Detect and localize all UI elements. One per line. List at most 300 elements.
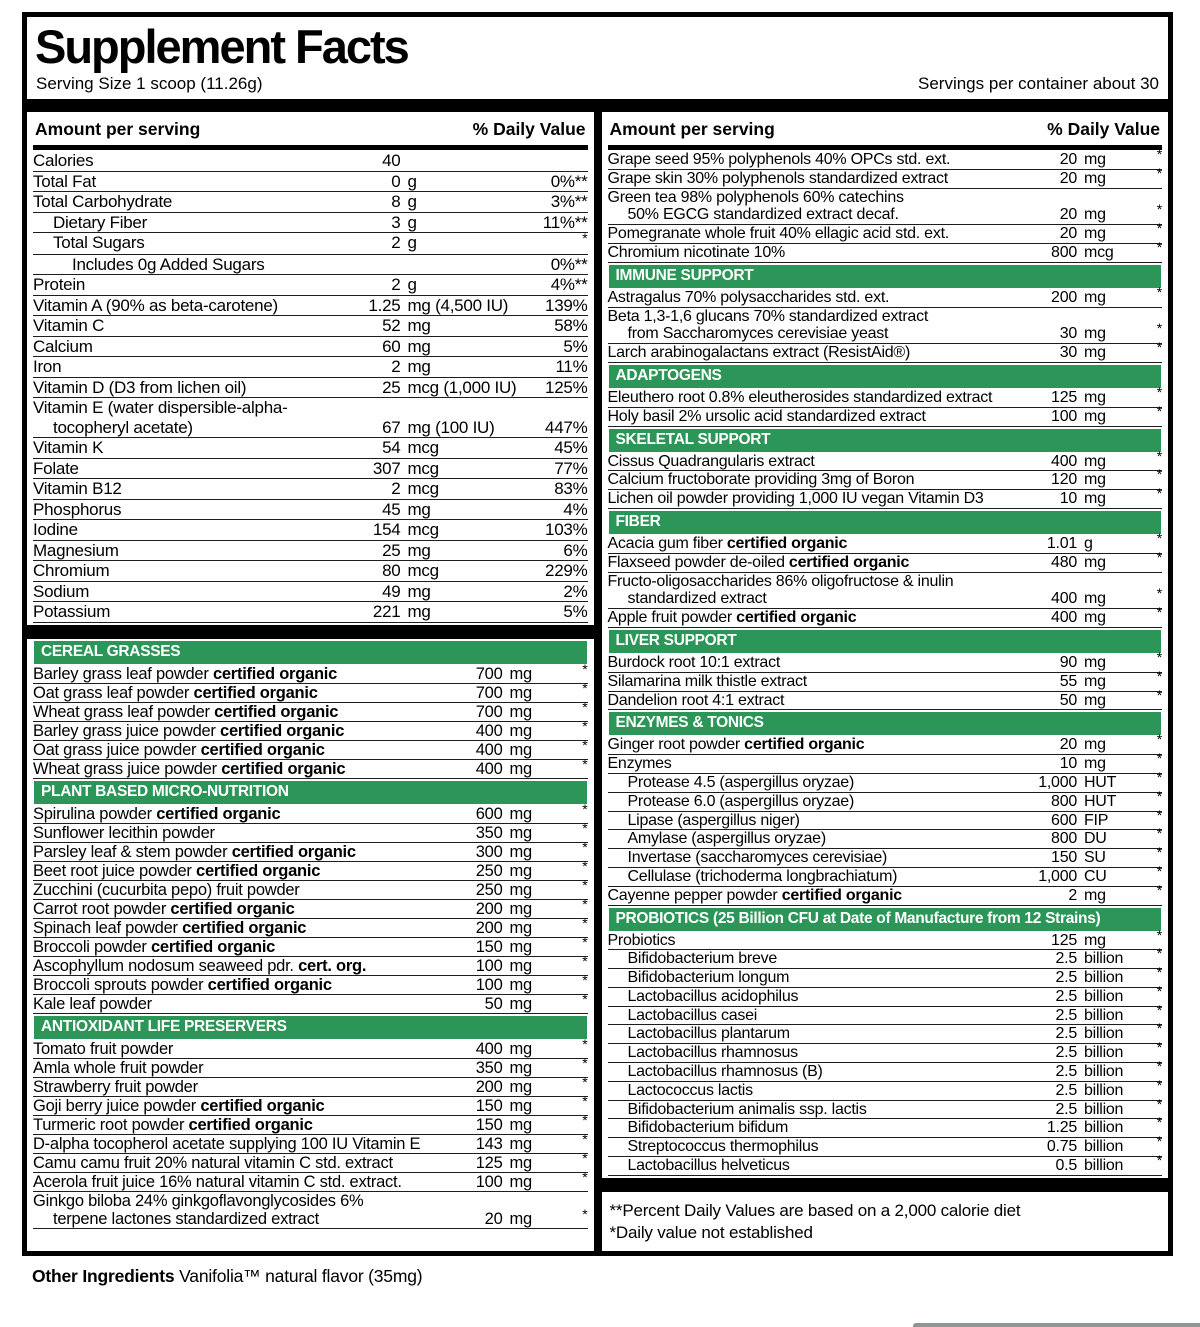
ingredient-row	[607, 686, 1163, 711]
ingredient-row	[607, 648, 1163, 673]
ingredient-row	[33, 500, 588, 521]
ingredient-name: Bifidobacterium bifidum	[627, 1119, 789, 1137]
amount-unit: mg	[509, 664, 532, 683]
ingredient-row	[608, 1020, 1163, 1044]
ingredient-name: Includes 0g Added Sugars	[72, 254, 265, 274]
amount-value: 400	[475, 721, 503, 740]
amount-unit: mg	[1084, 225, 1106, 243]
amount-unit: mg	[1084, 388, 1106, 406]
ingredient-name: 50% EGCG standardized extract decaf.	[627, 206, 899, 224]
ingredient-row	[33, 660, 588, 684]
ingredient-name: Protease 4.5 (aspergillus oryzae)	[627, 773, 855, 791]
ingredient-name: Strawberry fruit powder	[33, 1077, 198, 1096]
amount-value: 0	[391, 171, 401, 191]
daily-value: *	[1156, 964, 1162, 981]
ingredient-name: Lipase (aspergillus niger)	[627, 811, 800, 829]
ingredient-row	[33, 1035, 588, 1059]
daily-value: *	[1156, 1039, 1162, 1056]
ingredient-name: Ginkgo biloba 24% ginkgoflavonglycosides 6%	[33, 1191, 364, 1210]
ingredient-name: from Saccharomyces cerevisiae yeast	[627, 325, 889, 343]
bottom-edge-artifact	[913, 1323, 1200, 1327]
ingredient-row	[33, 172, 588, 193]
ingredient-row	[607, 339, 1163, 363]
amount-unit: mg	[509, 861, 532, 880]
daily-value: *	[582, 933, 588, 950]
section-header: ENZYMES & TONICS	[609, 712, 1162, 735]
amount-unit: mg	[1084, 471, 1106, 489]
ingredient-name: Apple fruit powder certified organic	[607, 609, 857, 627]
supplement-facts-panel	[22, 12, 1173, 1256]
amount-value: 200	[475, 1077, 503, 1096]
daily-value: *	[582, 1149, 588, 1166]
ingredient-name: Calories	[33, 151, 94, 170]
section-header: ANTIOXIDANT LIFE PRESERVERS	[34, 1016, 587, 1039]
amount-unit: mg	[509, 842, 532, 861]
amount-unit: mg	[1084, 931, 1106, 949]
amount-unit: billion	[1084, 1081, 1124, 1099]
section-header: LIVER SUPPORT	[609, 630, 1162, 653]
ingredient-name: Turmeric root powder certified organic	[33, 1115, 313, 1134]
amount-unit: mg	[509, 937, 532, 956]
daily-value: *	[1156, 447, 1162, 464]
ingredient-name: Lactobacillus rhamnosus	[627, 1044, 798, 1062]
ingredient-row	[608, 787, 1163, 812]
serving-size: Serving Size 1 scoop (11.26g)	[36, 74, 263, 93]
amount-value: 2	[391, 275, 401, 294]
daily-value: *	[582, 1073, 588, 1090]
ingredient-name: Dietary Fiber	[53, 212, 148, 232]
ingredient-name: Spinach leaf powder certified organic	[33, 918, 307, 937]
amount-unit: billion	[1084, 1025, 1124, 1043]
amount-value: 143	[475, 1134, 503, 1153]
daily-value: *	[1156, 945, 1162, 962]
amount-value: 100	[1051, 407, 1077, 425]
ingredient-row	[607, 164, 1163, 189]
ingredient-row	[608, 982, 1163, 1007]
daily-value: 5%	[563, 336, 588, 356]
amount-unit: g	[1084, 534, 1093, 552]
amount-value: 250	[475, 861, 503, 880]
column-amount-header: Amount per serving	[35, 119, 201, 139]
ingredient-row	[608, 189, 1163, 226]
ingredient-name: Protease 6.0 (aspergillus oryzae)	[627, 792, 855, 810]
amount-unit: mg	[1084, 609, 1106, 627]
ingredient-name: Chromium	[33, 561, 110, 580]
ingredient-name: Acacia gum fiber certified organic	[607, 534, 848, 552]
daily-value: *	[1156, 825, 1162, 842]
amount-value: 120	[1051, 471, 1077, 489]
ingredient-name: Iron	[33, 357, 62, 376]
amount-unit: g	[407, 233, 417, 252]
daily-value: *	[1156, 1152, 1162, 1169]
amount-value: 200	[475, 918, 503, 937]
daily-value: *	[582, 1130, 588, 1147]
daily-value: 3%**	[550, 192, 588, 211]
amount-unit: mg	[1084, 169, 1106, 187]
amount-value: 2.5	[1055, 950, 1077, 968]
ingredient-name: Vitamin E (water dispersible-alpha-	[33, 398, 288, 417]
amount-unit: billion	[1084, 969, 1124, 987]
daily-value: 2%	[563, 581, 588, 601]
daily-value: *	[1156, 201, 1162, 218]
ingredient-row	[608, 1114, 1163, 1138]
ingredient-row	[608, 1039, 1163, 1063]
amount-unit: mg	[407, 602, 431, 621]
amount-unit: mcg	[407, 438, 439, 457]
amount-value: 1.25	[368, 295, 401, 315]
amount-unit: mg	[407, 499, 431, 519]
daily-value: *	[1156, 1001, 1162, 1018]
ingredient-row	[608, 825, 1163, 849]
amount-value: 80	[382, 561, 401, 580]
amount-value: 30	[1059, 344, 1077, 362]
daily-value: *	[582, 990, 588, 1007]
amount-unit: mg	[509, 956, 532, 975]
amount-unit: mg (100 IU)	[407, 417, 495, 437]
daily-value: *	[582, 819, 588, 836]
ingredient-name: Streptococcus thermophilus	[627, 1138, 819, 1156]
ingredient-row	[33, 698, 588, 722]
ingredient-row	[608, 844, 1163, 868]
ingredient-row	[33, 876, 588, 900]
ingredient-name: Vitamin A (90% as beta-carotene)	[33, 295, 278, 315]
amount-value: 2	[391, 233, 401, 252]
amount-value: 50	[1059, 691, 1077, 709]
ingredient-name: Oat grass juice powder certified organic	[33, 740, 325, 759]
amount-unit: mg	[1084, 590, 1106, 608]
ingredient-row	[608, 1001, 1163, 1026]
amount-value: 2.5	[1055, 1100, 1077, 1118]
ingredient-row	[33, 1168, 588, 1192]
daily-value: *	[1156, 146, 1162, 162]
column-dv-header: % Daily Value	[1047, 119, 1160, 139]
other-ingredients-text: Vanifolia™ natural flavor (35mg)	[174, 1265, 423, 1286]
amount-unit: mg	[509, 880, 532, 899]
ingredient-name: Total Carbohydrate	[33, 192, 173, 211]
ingredient-name: Holy basil 2% ursolic acid standardized extract	[607, 407, 926, 425]
daily-value: *	[582, 857, 588, 874]
ingredient-row	[607, 750, 1163, 774]
daily-value: *	[582, 1092, 588, 1109]
amount-value: 150	[475, 937, 503, 956]
ingredient-row	[33, 1149, 588, 1173]
ingredient-name: Grape skin 30% polyphenols standardized extract	[607, 169, 948, 187]
amount-unit: mg	[509, 1134, 532, 1153]
daily-value: *	[1156, 862, 1162, 879]
amount-value: 90	[1059, 653, 1077, 671]
daily-value: *	[1156, 1020, 1162, 1037]
amount-unit: g	[407, 212, 417, 232]
amount-value: 40	[382, 151, 401, 170]
amount-value: 20	[1059, 206, 1077, 224]
amount-value: 250	[475, 880, 503, 899]
amount-value: 600	[475, 804, 503, 823]
amount-unit: mg	[407, 316, 431, 335]
amount-value: 20	[484, 1209, 503, 1228]
section-header: FIBER	[609, 511, 1162, 534]
daily-value: *	[1156, 383, 1162, 400]
ingredient-name: Dandelion root 4:1 extract	[607, 691, 785, 709]
ingredient-name: Lactobacillus acidophilus	[627, 987, 799, 1005]
daily-value: *	[1156, 731, 1162, 748]
ingredient-name: Ginger root powder certified organic	[607, 736, 865, 754]
ingredient-name: Bifidobacterium breve	[627, 950, 777, 968]
daily-value: *	[1156, 238, 1162, 255]
ingredient-name: Goji berry juice powder certified organic	[33, 1096, 325, 1115]
amount-value: 400	[1051, 590, 1077, 608]
ingredient-row	[33, 337, 588, 358]
ingredient-row	[608, 308, 1163, 345]
daily-value: *	[1156, 881, 1162, 898]
daily-value: *	[1156, 339, 1162, 356]
amount-unit: mg	[509, 1058, 532, 1077]
amount-value: 150	[1051, 849, 1077, 867]
amount-value: 100	[475, 975, 503, 994]
daily-value: 0%**	[550, 254, 588, 274]
amount-value: 480	[1051, 553, 1077, 571]
daily-value: *	[1156, 402, 1162, 419]
amount-value: 125	[1051, 388, 1077, 406]
serving-row	[27, 73, 1168, 99]
amount-unit: mg	[407, 357, 431, 376]
amount-value: 45	[382, 499, 401, 519]
amount-value: 221	[372, 602, 401, 621]
amount-value: 400	[475, 1039, 503, 1058]
ingredient-name: Bifidobacterium longum	[627, 969, 790, 987]
ingredient-name: Wheat grass leaf powder certified organic	[33, 702, 339, 721]
ingredient-name: terpene lactones standardized extract	[53, 1209, 319, 1228]
ingredient-row	[33, 541, 588, 562]
amount-unit: HUT	[1084, 792, 1117, 810]
ingredient-row	[33, 255, 588, 276]
ingredient-row	[607, 220, 1163, 244]
amount-value: 1,000	[1038, 773, 1077, 791]
daily-value: *	[1156, 1076, 1162, 1093]
amount-value: 2	[1068, 886, 1077, 904]
ingredient-name: Kale leaf powder	[33, 994, 152, 1013]
amount-unit: billion	[1084, 1157, 1124, 1175]
ingredient-row	[608, 1152, 1163, 1176]
ingredient-row	[608, 1076, 1163, 1101]
daily-value: 103%	[545, 520, 588, 539]
ingredient-name: Lactobacillus plantarum	[627, 1025, 790, 1043]
ingredient-name: Pomegranate whole fruit 40% ellagic acid std. ext.	[607, 225, 949, 243]
amount-value: 8	[391, 192, 401, 211]
ingredient-name: Tomato fruit powder	[33, 1039, 174, 1058]
ingredient-name: Cissus Quadrangularis extract	[607, 452, 815, 470]
amount-value: 800	[1051, 830, 1077, 848]
amount-value: 20	[1059, 151, 1077, 168]
ingredient-name: Broccoli sprouts powder certified organic	[33, 975, 332, 994]
amount-unit: billion	[1084, 1063, 1124, 1081]
column-dv-header: % Daily Value	[472, 119, 586, 139]
ingredient-name: Silamarina milk thistle extract	[607, 672, 807, 690]
ingredient-name: Astragalus 70% polysaccharides std. ext.	[607, 288, 890, 306]
top-black-bar	[27, 99, 1168, 112]
amount-value: 20	[1059, 736, 1077, 754]
amount-value: 400	[1051, 609, 1077, 627]
ingredient-name: Larch arabinogalactans extract (ResistAid®)	[607, 344, 911, 362]
daily-value: *	[1156, 529, 1162, 546]
amount-unit: billion	[1084, 987, 1124, 1005]
right-column	[602, 112, 1169, 1251]
ingredient-row	[33, 151, 588, 172]
amount-unit: mg	[1084, 344, 1106, 362]
ingredient-name: Lactobacillus rhamnosus (B)	[627, 1063, 823, 1081]
amount-unit: mcg	[407, 479, 439, 498]
ingredient-row	[33, 914, 588, 938]
ingredient-row	[607, 926, 1163, 951]
ingredient-row	[33, 1092, 588, 1116]
section-header: SKELETAL SUPPORT	[609, 429, 1162, 452]
amount-unit: mg	[509, 1153, 532, 1172]
amount-value: 55	[1059, 672, 1077, 690]
ingredient-name: Vitamin C	[33, 316, 105, 335]
ingredient-row	[33, 459, 588, 480]
daily-value: *	[582, 679, 588, 696]
section-header: PLANT BASED MICRO-NUTRITION	[34, 781, 587, 804]
amount-unit: mg	[1084, 736, 1106, 754]
amount-unit: DU	[1084, 830, 1107, 848]
amount-unit: mg	[407, 581, 431, 601]
ingredient-name: Lactobacillus casei	[627, 1006, 758, 1024]
ingredient-name: Burdock root 10:1 extract	[607, 653, 781, 671]
amount-value: 52	[382, 316, 401, 335]
daily-value: *	[582, 895, 588, 912]
daily-value: 83%	[554, 479, 588, 498]
ingredient-row	[608, 768, 1163, 793]
daily-value: *	[1156, 604, 1162, 621]
daily-value: *	[582, 876, 588, 893]
ingredient-row	[33, 1111, 588, 1135]
daily-value: *	[1156, 320, 1162, 337]
ingredient-name: Enzymes	[607, 755, 672, 773]
ingredient-name: Lichen oil powder providing 1,000 IU vegan Vitamin D3	[607, 490, 984, 508]
amount-value: 10	[1059, 490, 1077, 508]
amount-unit: billion	[1084, 1138, 1124, 1156]
amount-value: 600	[1051, 811, 1077, 829]
ingredient-row	[33, 357, 588, 378]
amount-value: 3	[391, 212, 401, 232]
amount-value: 25	[382, 540, 401, 560]
amount-value: 2.5	[1055, 1081, 1077, 1099]
ingredient-name: Amylase (aspergillus oryzae)	[627, 830, 826, 848]
ingredient-name: Vitamin B12	[33, 479, 122, 498]
ingredient-name: Flaxseed powder de-oiled certified organic	[607, 553, 910, 571]
ingredient-name: Parsley leaf & stem powder certified organic	[33, 842, 356, 861]
daily-value: *	[582, 971, 588, 988]
ingredient-row	[33, 838, 588, 862]
other-ingredients	[32, 1266, 1200, 1287]
daily-value: 6%	[563, 540, 588, 560]
daily-value: *	[1156, 220, 1162, 237]
amount-unit: mg	[1084, 206, 1106, 224]
daily-value: *	[582, 230, 588, 246]
ingredient-row	[608, 806, 1163, 831]
amount-unit: mcg	[407, 458, 439, 478]
amount-unit: mg	[509, 1096, 532, 1115]
ingredient-row	[33, 717, 588, 741]
amount-value: 25	[382, 377, 401, 397]
daily-value: 0%**	[550, 171, 588, 191]
amount-unit: mg	[1084, 288, 1106, 306]
ingredient-row	[607, 466, 1163, 490]
ingredient-row	[33, 275, 588, 296]
amount-value: 2.5	[1055, 1044, 1077, 1062]
amount-unit: mg	[509, 702, 532, 721]
ingredient-row	[33, 1130, 588, 1154]
ingredient-name: D-alpha tocopherol acetate supplying 100 IU Vitamin E	[33, 1134, 421, 1153]
ingredient-name: Oat grass leaf powder certified organic	[33, 683, 318, 702]
amount-value: 200	[1051, 288, 1077, 306]
daily-value: *	[582, 800, 588, 817]
page-title: Supplement Facts	[35, 20, 408, 73]
amount-unit: mg	[509, 918, 532, 937]
daily-value: *	[1156, 1133, 1162, 1150]
ingredient-row	[33, 296, 588, 317]
amount-unit: mg	[1084, 755, 1106, 773]
ingredient-name: Barley grass leaf powder certified organic	[33, 664, 338, 683]
ingredient-name: tocopheryl acetate)	[53, 417, 193, 437]
amount-unit: CU	[1084, 867, 1107, 885]
ingredient-row	[33, 679, 588, 703]
ingredient-name: Total Sugars	[53, 233, 145, 252]
amount-value: 1,000	[1038, 867, 1077, 885]
amount-value: 0.5	[1055, 1157, 1077, 1175]
ingredient-name: Sodium	[33, 581, 90, 601]
daily-value: *	[582, 952, 588, 969]
daily-value: *	[1156, 548, 1162, 565]
ingredient-name: Ascophyllum nodosum seaweed pdr. cert. org.	[33, 956, 367, 975]
ingredient-name: Probiotics	[607, 931, 676, 949]
amount-unit: mg	[509, 1039, 532, 1058]
amount-value: 30	[1059, 325, 1077, 343]
ingredient-name: Barley grass juice powder certified organic	[33, 721, 345, 740]
ingredient-row	[608, 1133, 1163, 1157]
daily-value: *	[1156, 1058, 1162, 1075]
amount-unit: HUT	[1084, 773, 1117, 791]
daily-value: *	[1156, 466, 1162, 483]
amount-value: 154	[372, 520, 401, 539]
amount-unit: billion	[1084, 1100, 1124, 1118]
ingredient-row	[33, 398, 588, 438]
amount-unit: mg	[1084, 151, 1106, 168]
ingredient-row	[607, 447, 1163, 472]
daily-value: *	[582, 1205, 588, 1222]
daily-value: *	[582, 1035, 588, 1052]
other-ingredients-label: Other Ingredients	[32, 1265, 175, 1286]
amount-unit: mg	[1084, 452, 1106, 470]
ingredient-row	[607, 283, 1163, 308]
amount-value: 54	[382, 438, 401, 457]
ingredient-name: Beet root juice powder certified organic	[33, 861, 321, 880]
amount-unit: g	[407, 192, 417, 211]
section-header: CEREAL GRASSES	[34, 641, 587, 664]
amount-value: 0.75	[1046, 1138, 1077, 1156]
ingredient-name: Folate	[33, 458, 79, 478]
ingredient-name: Chromium nicotinate 10%	[607, 243, 785, 261]
amount-unit: mg	[509, 759, 532, 778]
ingredient-row	[33, 736, 588, 760]
ingredient-row	[33, 1192, 588, 1229]
ingredient-row	[607, 881, 1163, 906]
ingredient-name: Magnesium	[33, 540, 119, 560]
daily-value: 11%	[555, 357, 588, 376]
amount-value: 2.5	[1055, 1025, 1077, 1043]
daily-value: *	[1156, 667, 1162, 684]
daily-value: *	[1156, 485, 1162, 502]
ingredient-name: Phosphorus	[33, 499, 122, 519]
